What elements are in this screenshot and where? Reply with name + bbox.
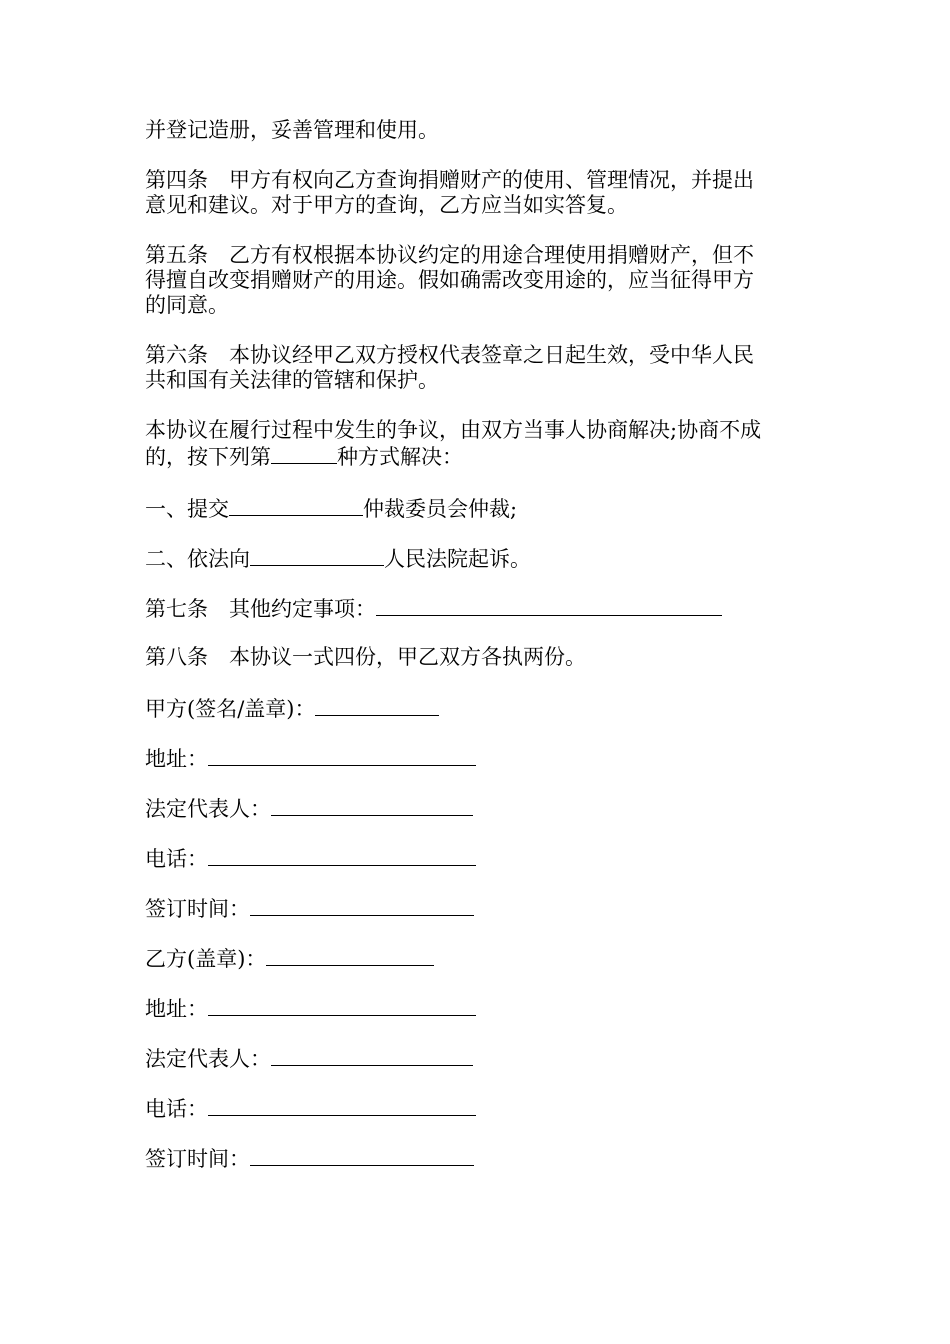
party-b-rep-label: 法定代表人：	[145, 1047, 271, 1071]
party-b-address-label: 地址：	[145, 997, 208, 1021]
text-line: 共和国有关法律的管辖和保护。	[145, 368, 439, 392]
article-text: 第七条 其他约定事项：	[145, 597, 376, 621]
party-a-rep-label: 法定代表人：	[145, 797, 271, 821]
party-b-sign-blank[interactable]	[266, 945, 434, 966]
dispute-clause	[145, 418, 810, 470]
method-number-blank[interactable]	[271, 443, 337, 464]
party-a-date-label: 签订时间：	[145, 897, 250, 921]
text-line: 第四条 甲方有权向乙方查询捐赠财产的使用、管理情况，并提出	[145, 168, 754, 192]
document-page	[145, 118, 810, 1195]
party-b-date-blank[interactable]	[250, 1145, 474, 1166]
article-5	[145, 243, 810, 318]
party-a-phone-label: 电话：	[145, 847, 208, 871]
party-a-phone-row	[145, 845, 810, 870]
party-b-address-row	[145, 995, 810, 1020]
text-line: 第五条 乙方有权根据本协议约定的用途合理使用捐赠财产，但不	[145, 243, 754, 267]
court-name-blank[interactable]	[250, 545, 384, 566]
option-label: 一、提交	[145, 497, 229, 521]
arbitration-committee-blank[interactable]	[229, 495, 363, 516]
article-8: 第八条 本协议一式四份，甲乙双方各执两份。	[145, 645, 586, 669]
text-line: 意见和建议。对于甲方的查询，乙方应当如实答复。	[145, 193, 628, 217]
party-b-date-label: 签订时间：	[145, 1147, 250, 1171]
party-a-date-row	[145, 895, 810, 920]
other-terms-blank[interactable]	[376, 595, 722, 616]
party-b-phone-label: 电话：	[145, 1097, 208, 1121]
option-text: 人民法院起诉。	[384, 547, 531, 571]
text-line: 的同意。	[145, 293, 229, 317]
party-a-rep-row	[145, 795, 810, 820]
text-line: 第六条 本协议经甲乙双方授权代表签章之日起生效，受中华人民	[145, 343, 754, 367]
party-a-sign-blank[interactable]	[315, 695, 439, 716]
option-label: 二、依法向	[145, 547, 250, 571]
party-a-rep-blank[interactable]	[271, 795, 473, 816]
party-a-phone-blank[interactable]	[208, 845, 476, 866]
option-court	[145, 545, 810, 570]
text-fragment: 的，按下列第	[145, 445, 271, 469]
party-b-sign-label: 乙方(盖章)：	[145, 947, 267, 971]
article-4	[145, 168, 810, 218]
article-6	[145, 343, 810, 393]
party-b-phone-row	[145, 1095, 810, 1120]
party-b-address-blank[interactable]	[208, 995, 476, 1016]
party-a-sign-label: 甲方(签名/盖章)：	[145, 697, 316, 721]
article-7	[145, 595, 810, 620]
party-b-rep-blank[interactable]	[271, 1045, 473, 1066]
party-b-sign-row	[145, 945, 810, 970]
party-a-address-row	[145, 745, 810, 770]
text-line: 并登记造册，妥善管理和使用。	[145, 118, 439, 142]
text-line	[145, 443, 810, 470]
party-b-date-row	[145, 1145, 810, 1170]
party-b-phone-blank[interactable]	[208, 1095, 476, 1116]
party-a-address-blank[interactable]	[208, 745, 476, 766]
party-a-date-blank[interactable]	[250, 895, 474, 916]
text-line: 本协议在履行过程中发生的争议，由双方当事人协商解决;协商不成	[145, 418, 762, 442]
option-arbitration	[145, 495, 810, 520]
text-line: 得擅自改变捐赠财产的用途。假如确需改变用途的，应当征得甲方	[145, 268, 754, 292]
party-b-rep-row	[145, 1045, 810, 1070]
party-a-address-label: 地址：	[145, 747, 208, 771]
party-a-sign-row	[145, 695, 810, 720]
option-text: 仲裁委员会仲裁;	[363, 497, 518, 521]
text-fragment: 种方式解决：	[337, 445, 463, 469]
